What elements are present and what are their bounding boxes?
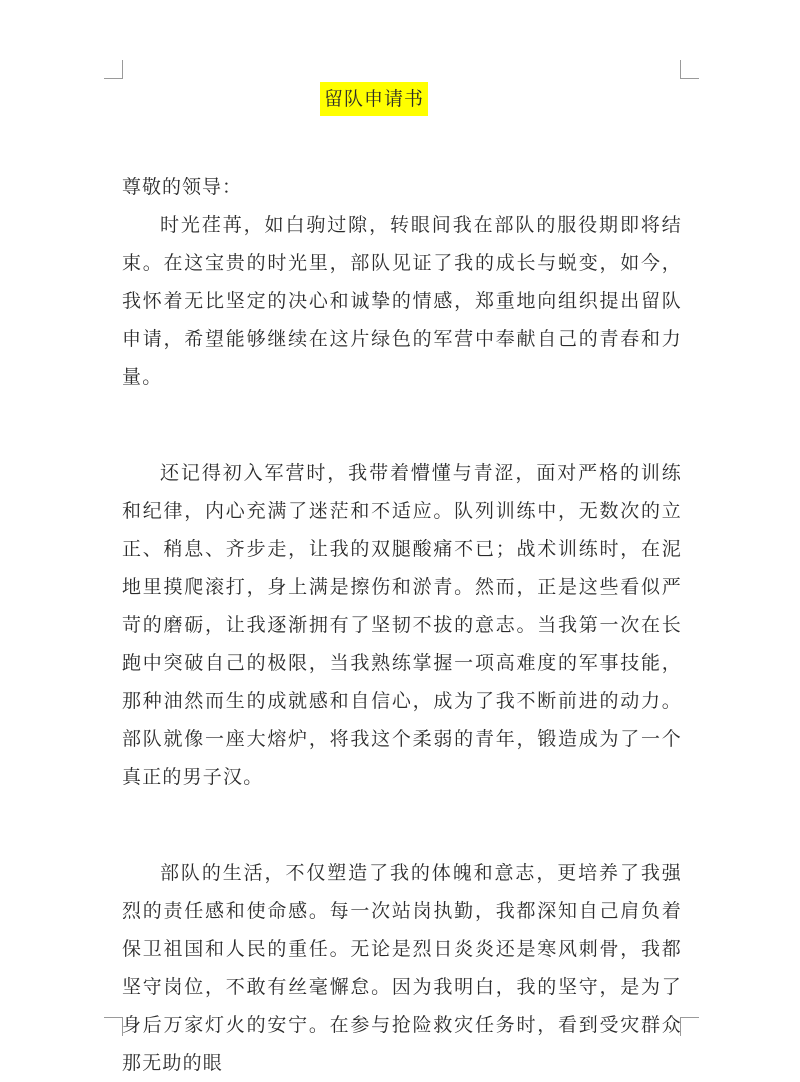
document-body[interactable]: [122, 168, 682, 1082]
paragraph-spacer: [122, 796, 682, 854]
document-title[interactable]: 留队申请书: [320, 82, 428, 116]
crop-mark-bottom-right: [680, 1017, 699, 1036]
paragraph-1: 时光荏苒，如白驹过隙，转眼间我在部队的服役期即将结束。在这宝贵的时光里，部队见证了我的成长与蜕变，如今，我怀着无比坚定的决心和诚挚的情感，郑重地向组织提出留队申请，希望能够继续在这片绿色的军营中奉献自己的青春和力量。: [122, 214, 682, 388]
paragraph-2: 还记得初入军营时，我带着懵懂与青涩，面对严格的训练和纪律，内心充满了迷茫和不适应。队列训练中，无数次的立正、稍息、齐步走，让我的双腿酸痛不已；战术训练时，在泥地里摸爬滚打，身上满是擦伤和淤青。然而，正是这些看似严苛的磨砺，让我逐渐拥有了坚韧不拔的意志。当我第一次在长跑中突破自己的极限，当我熟练掌握一项高难度的军事技能，那种油然而生的成就感和自信心，成为了我不断前进的动力。部队就像一座大熔炉，将我这个柔弱的青年，锻造成为了一个真正的男子汉。: [122, 462, 682, 788]
salutation: 尊敬的领导：: [122, 176, 243, 198]
crop-mark-bottom-left: [104, 1017, 123, 1036]
crop-mark-top-right: [680, 60, 699, 79]
paragraph-3: 部队的生活，不仅塑造了我的体魄和意志，更培养了我强烈的责任感和使命感。每一次站岗执勤，我都深知自己肩负着保卫祖国和人民的重任。无论是烈日炎炎还是寒风刺骨，我都坚守岗位，不敢有丝毫懈怠。因为我明白，我的坚守，是为了身后万家灯火的安宁。在参与抢险救灾任务时，看到受灾群众那无助的眼: [122, 862, 682, 1074]
paragraph-spacer: [122, 396, 682, 454]
crop-mark-top-left: [104, 60, 123, 79]
